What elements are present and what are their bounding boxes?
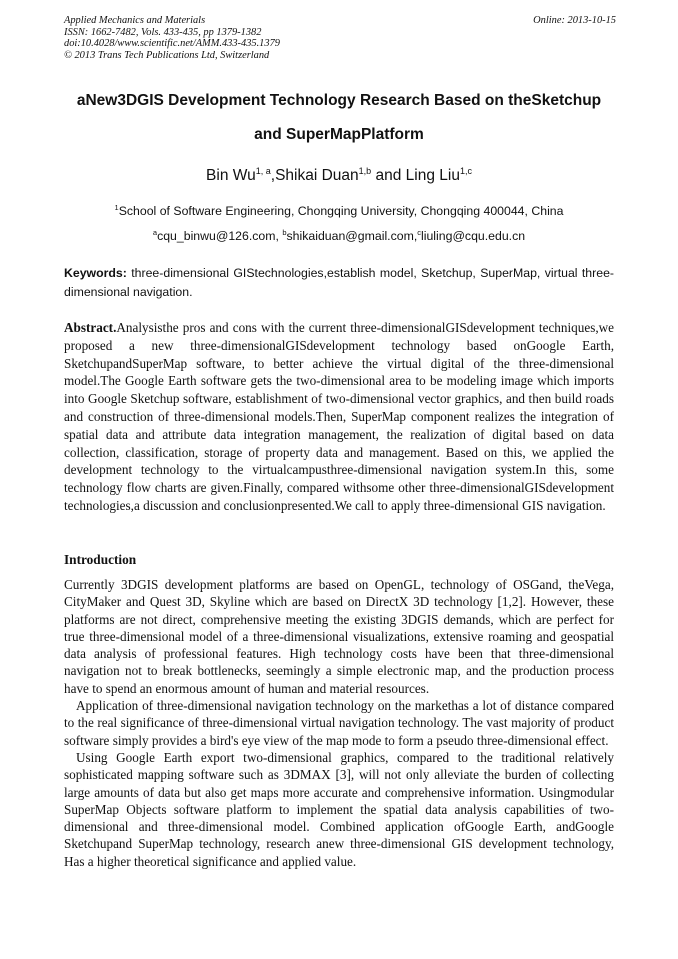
author-affiliation-mark: 1,c [459,166,472,176]
keywords-text: three-dimensional GIStechnologies,establish model, Sketchup, SuperMap, virtual three-dimensional navigation. [64,266,614,299]
journal-name: Applied Mechanics and Materials [64,15,206,26]
email-link[interactable]: cqu_binwu@126.com, [157,229,283,244]
author-separator: and [371,167,406,185]
author-affiliation-mark: 1,b [358,166,372,176]
abstract-text: Analysisthe pros and cons with the current three-dimensionalGISdevelopment techniques,we proposed a new three-dimensionalGISdevelopment technology based onGoogle Earth, SketchupandSuperMap software, to better achieve the virtual digital of the three-dimensional model.The Google Earth software gets the two-dimensional area to be modeling image which imports into Google Sketchup software, establishment of two-dimensional vector graphics, and then build roads and construction of three-dimensional models.Then, SuperMap component realizes the integration of spatial data and attribute data integration management, the realization of digital based on data collection, classification, storage of property data and management. Based on this, we applied the development technology to the virtualcampusthree-dimensional navigation system.In this, some technology flow charts are given.Finally, compared withsome other three-dimensionalGISdevelopment technologies,a discussion and conclusionpresented.We call to apply three-dimensional GIS navigation. [64,320,614,513]
email-mark: c [417,228,421,237]
author-name: Ling Liu [405,167,460,185]
affiliation-mark: 1 [114,203,119,212]
email-mark: a [152,228,158,237]
author-list [40,166,638,185]
paper-title-line-2: and SuperMapPlatform [254,126,424,143]
journal-doi: doi:10.4028/www.scientific.net/AMM.433-435.1379 [64,38,280,50]
keywords-label: Keywords: [64,266,127,280]
author-affiliation-mark: 1, a [255,166,271,176]
email-mark: b [282,228,287,237]
introduction-paragraph: Currently 3DGIS development platforms are based on OpenGL, technology of OSGand, theVega, CityMaker and Quest 3D, Skyline which are based on DirectX 3D technology [1,2]. However, these platforms are not direct, comprehensive meeting the existing 3DGIS demands, which are perfect for true three-dimensional model of a three-dimensional visualizations, extensive roaming and geospatial data analysis of professional features. High technology costs have been that three-dimensional navigation not to break bottlenecks, seemingly a simple electronic map, and the production process have to spend an enormous amount of human and material resources. [64,577,614,696]
abstract [64,319,614,515]
author-name: Shikai Duan [275,167,359,185]
author-emails [40,228,638,243]
introduction-heading: Introduction [64,552,137,567]
abstract-label: Abstract. [64,320,117,335]
online-date: Online: 2013-10-15 [533,15,616,26]
journal-copyright: © 2013 Trans Tech Publications Ltd, Switzerland [64,49,270,61]
introduction-paragraph: Using Google Earth export two-dimensional graphics, compared to the traditional relatively sophisticated mapping software such as 3DMAX [3], will not only alleviate the burden of collecting large amounts of data but also get maps more accurate and comprehensive information. Usingmodular SuperMap Objects software platform to implement the spatial data analysis capabilities of two-dimensional and three-dimensional model. Combined application ofGoogle Earth, andGoogle Sketchupand SuperMap technology, research anew three-dimensional GIS development technology, Has a higher theoretical significance and applied value. [64,749,614,869]
introduction-paragraph: Application of three-dimensional navigation technology on the markethas a lot of distance compared to the real significance of three-dimensional virtual navigation technology. The vast majority of product software simply provides a bird's eye view of the map mode to form a pseudo three-dimensional effect. [64,698,614,748]
journal-header [64,15,616,61]
journal-issn: ISSN: 1662-7482, Vols. 433-435, pp 1379-1382 [64,26,262,38]
affiliation [40,203,638,218]
keywords [64,264,614,301]
paper-title-line-1: aNew3DGIS Development Technology Research Based on theSketchup [76,92,602,109]
email-link[interactable]: shikaiduan@gmail.com, [286,229,418,244]
author-name: Bin Wu [206,167,256,185]
affiliation-text: School of Software Engineering, Chongqing University, Chongqing 400044, China [118,204,564,219]
introduction-body [64,576,614,870]
author-separator: , [270,167,276,185]
email-link[interactable]: liuling@cqu.edu.cn [421,229,526,244]
